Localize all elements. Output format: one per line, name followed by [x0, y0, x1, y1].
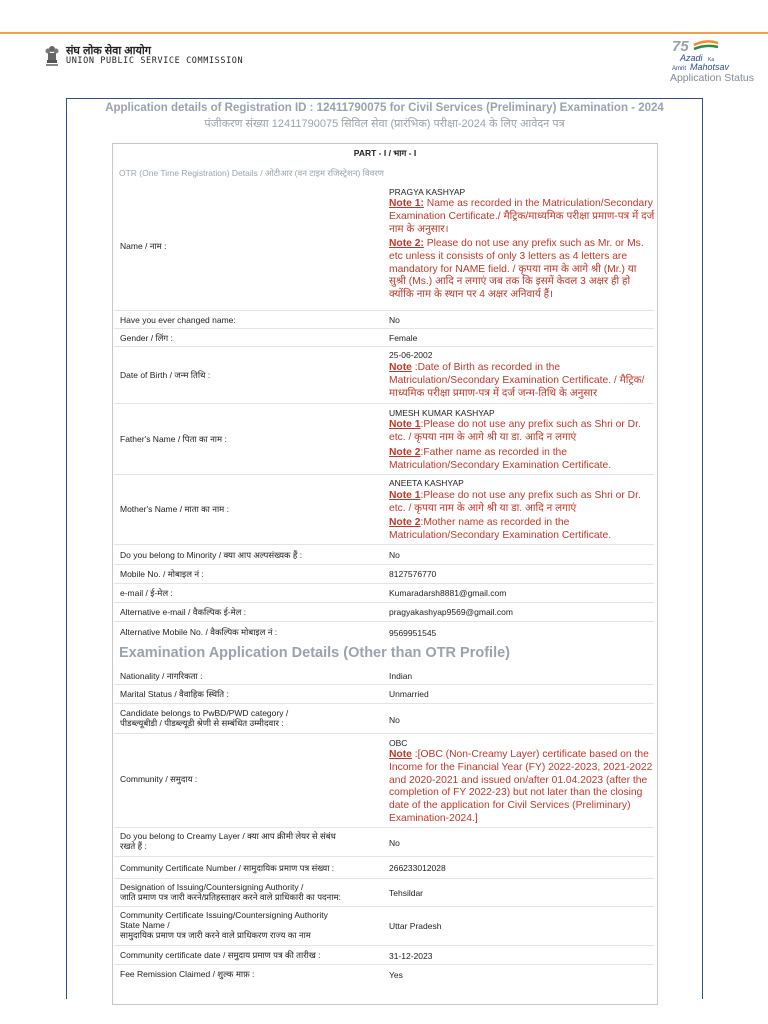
row-divider — [114, 328, 654, 329]
issuing-authority-value: Tehsildar — [389, 888, 424, 898]
dob-note-text: :Date of Birth as recorded in the Matriculation/Secondary Examination Certificate. / मैट्रिक/माध्यमिक परीक्षा प्रमाण-पत्र में दर्ज जन्म-तिथि के अनुसार — [389, 362, 645, 399]
alt-mobile-label: Alternative Mobile No. / वैकल्पिक मोबाइल नं : — [120, 627, 278, 637]
community-note — [389, 749, 655, 826]
nationality-label: Nationality / नागरिकता : — [120, 671, 203, 681]
row-divider — [114, 733, 654, 734]
name-note-2-tag: Note 2: — [389, 238, 424, 249]
changed-name-value: No — [389, 315, 400, 325]
alt-email-value: pragyakashyap9569@gmail.com — [389, 607, 513, 617]
certificate-number-label: Community Certificate Number / सामुदायिक प्रमाण पत्र संख्या : — [120, 863, 335, 873]
community-note-tag: Note — [389, 749, 412, 760]
email-value: Kumaradarsh8881@gmail.com — [389, 588, 507, 598]
mobile-label: Mobile No. / मोबाइल नं : — [120, 569, 204, 579]
name-note-2 — [389, 238, 655, 302]
marital-status-label: Marital Status / वैवाहिक स्थिति : — [120, 689, 229, 699]
community-note-text: :[OBC (Non-Creamy Layer) certificate based on the Income for the Financial Year (FY) 2022-2023, 2021-2022 and 2020-2021 and issued on/after 01.04.2023 (after the completion of FY 2022-23) but not later than the closing date of the application for Civil Services (Preliminary) Examination-2024.] — [389, 749, 653, 824]
issuing-state-label-line-2: State Name / — [120, 920, 170, 930]
mother-note-1 — [389, 490, 655, 516]
mother-note-1-tag: Note 1 — [389, 490, 421, 501]
issuing-state-label-line-3: सामुदायिक प्रमाण पत्र जारी करने वाले प्राधिकरण राज्य का नाम — [120, 930, 311, 940]
father-note-1 — [389, 419, 655, 445]
issuing-authority-label — [120, 882, 382, 902]
row-divider — [114, 583, 654, 584]
dob-value: 25-06-2002 — [389, 350, 433, 360]
community-value: OBC — [389, 738, 408, 748]
mother-note-1-text: :Please do not use any prefix such as Shri or Dr. etc. / कृपया नाम के आगे श्री या डा. आदि न लगाएं — [389, 490, 641, 514]
name-note-1 — [389, 198, 655, 236]
father-name-value: UMESH KUMAR KASHYAP — [389, 408, 495, 418]
logo-number: 75 — [672, 38, 689, 55]
issuing-state-value: Uttar Pradesh — [389, 921, 442, 931]
alt-email-label: Alternative e-mail / वैकल्पिक ई-मेल : — [120, 607, 247, 617]
logo-word-mahotsav: Mahotsav — [690, 62, 730, 72]
row-divider — [114, 346, 654, 347]
issuing-authority-label-line-2: जाति प्रमाण पत्र जारी करने/प्रतिहस्ताक्षर करने वाले प्राधिकारी का पदनाम: — [120, 892, 341, 902]
row-divider — [114, 544, 654, 545]
dob-label: Date of Birth / जन्म तिथि : — [120, 370, 211, 380]
pwbd-label-line-2: पीडब्ल्यूबीडी / पीडब्ल्यूडी श्रेणी से सम्बंधित उम्मीदवार : — [120, 718, 284, 728]
issuing-state-label-line-1: Community Certificate Issuing/Countersigning Authority — [120, 910, 328, 920]
certificate-date-value: 31-12-2023 — [389, 951, 433, 961]
page-label-application-status: Application Status — [669, 72, 754, 84]
logo-word-azadi: Azadi — [680, 53, 703, 63]
community-label: Community / समुदाय : — [120, 774, 198, 784]
org-name-english: UNION PUBLIC SERVICE COMMISSION — [66, 56, 244, 66]
row-divider — [114, 945, 654, 946]
row-divider — [114, 684, 654, 685]
row-divider — [114, 602, 654, 603]
row-divider — [114, 827, 654, 828]
row-divider — [114, 703, 654, 704]
father-note-1-text: :Please do not use any prefix such as Shri or Dr. etc. / कृपया नाम के आगे श्री या डा. आदि न लगाएं — [389, 419, 641, 443]
nationality-value: Indian — [389, 671, 413, 681]
mother-note-2-tag: Note 2 — [389, 517, 421, 528]
pwbd-label — [120, 708, 382, 728]
gender-label: Gender / लिंग : — [120, 333, 173, 343]
father-note-2-tag: Note 2 — [389, 447, 421, 458]
minority-value: No — [389, 550, 400, 560]
changed-name-label: Have you ever changed name: — [120, 315, 236, 325]
name-label: Name / नाम : — [120, 241, 167, 251]
dob-note — [389, 362, 655, 400]
minority-label: Do you belong to Minority / क्या आप अल्पसंख्यक हैं : — [120, 550, 303, 560]
father-note-2 — [389, 447, 655, 473]
row-divider — [114, 621, 654, 622]
logo-word-amrit: Amrit — [672, 66, 686, 72]
issuing-state-label — [120, 910, 382, 940]
name-note-1-text: Name as recorded in the Matriculation/Secondary Examination Certificate./ मैट्रिक/माध्यमिक परीक्षा प्रमाण-पत्र में दर्ज नाम के अनुसार। — [389, 198, 655, 235]
pwbd-label-line-1: Candidate belongs to PwBD/PWD category / — [120, 708, 289, 718]
name-note-1-tag: Note 1: — [389, 198, 424, 209]
marital-status-value: Unmarried — [389, 689, 429, 699]
creamy-layer-label-line-1: Do you belong to Creamy Layer / क्या आप क्रीमी लेयर से संबंध — [120, 831, 336, 841]
form-title-english: Application details of Registration ID : 12411790075 for Civil Services (Preliminary) Examination - 2024 — [105, 102, 664, 114]
otr-section-title: OTR (One Time Registration) Details / ओटीआर (वन टाइम रजिस्ट्रेशन) विवरण — [119, 168, 384, 178]
father-name-label: Father's Name / पिता का नाम : — [120, 434, 227, 444]
creamy-layer-value: No — [389, 838, 400, 848]
mobile-value: 8127576770 — [389, 569, 437, 579]
row-divider — [114, 474, 654, 475]
row-divider — [114, 878, 654, 879]
header-accent-line — [0, 32, 768, 34]
email-label: e-mail / ई-मेल : — [120, 588, 173, 598]
mother-note-2-text: :Mother name as recorded in the Matriculation/Secondary Examination Certificate. — [389, 517, 612, 541]
national-emblem-icon — [44, 40, 60, 68]
mother-name-label: Mother's Name / माता का नाम : — [120, 504, 229, 514]
fee-remission-label: Fee Remission Claimed / शुल्क माफ़ : — [120, 969, 255, 979]
alt-mobile-value: 9569951545 — [389, 628, 437, 638]
row-divider — [114, 856, 654, 857]
gender-value: Female — [389, 333, 418, 343]
part-label: PART - I / भाग - I — [353, 148, 417, 158]
issuing-authority-label-line-1: Designation of Issuing/Countersigning Authority / — [120, 882, 304, 892]
father-note-1-tag: Note 1 — [389, 419, 421, 430]
certificate-date-label: Community certificate date / समुदाय प्रमाण पत्र की तारीख : — [120, 950, 321, 960]
exam-section-title: Examination Application Details (Other than OTR Profile) — [119, 645, 511, 661]
creamy-layer-label — [120, 831, 382, 851]
mother-name-value: ANEETA KASHYAP — [389, 478, 464, 488]
name-note-2-text: Please do not use any prefix such as Mr. or Ms. etc unless it consists of only 3 letters as 4 letters are mandatory for NAME field. / कृपया नाम के आगे श्री (Mr.) या सुश्री (Ms.) आदि न लगाएं जब तक कि इसमें केवल 3 अक्षर ही हो क्योंकि नाम के स्थान पर 4 अक्षर अनिवार्य हैं। — [389, 238, 644, 301]
form-title-hindi: पंजीकरण संख्या 12411790075 सिविल सेवा (प्रारंभिक) परीक्षा-2024 के लिए आवेदन पत्र — [204, 118, 565, 130]
row-divider — [114, 564, 654, 565]
mother-note-2 — [389, 517, 655, 543]
row-divider — [114, 310, 654, 311]
fee-remission-value: Yes — [389, 970, 403, 980]
azadi-ka-amrit-mahotsav-logo — [668, 37, 732, 73]
creamy-layer-label-line-2: रखते हैं : — [120, 841, 147, 851]
org-name-hindi: संघ लोक सेवा आयोग — [66, 45, 151, 57]
certificate-number-value: 266233012028 — [389, 863, 446, 873]
name-value: PRAGYA KASHYAP — [389, 187, 466, 197]
row-divider — [114, 964, 654, 965]
father-note-2-text: :Father name as recorded in the Matriculation/Secondary Examination Certificate. — [389, 447, 612, 471]
dob-note-tag: Note — [389, 362, 412, 373]
row-divider — [114, 906, 654, 907]
logo-word-ka: Ka — [708, 57, 715, 63]
pwbd-value: No — [389, 715, 400, 725]
row-divider — [114, 403, 654, 404]
